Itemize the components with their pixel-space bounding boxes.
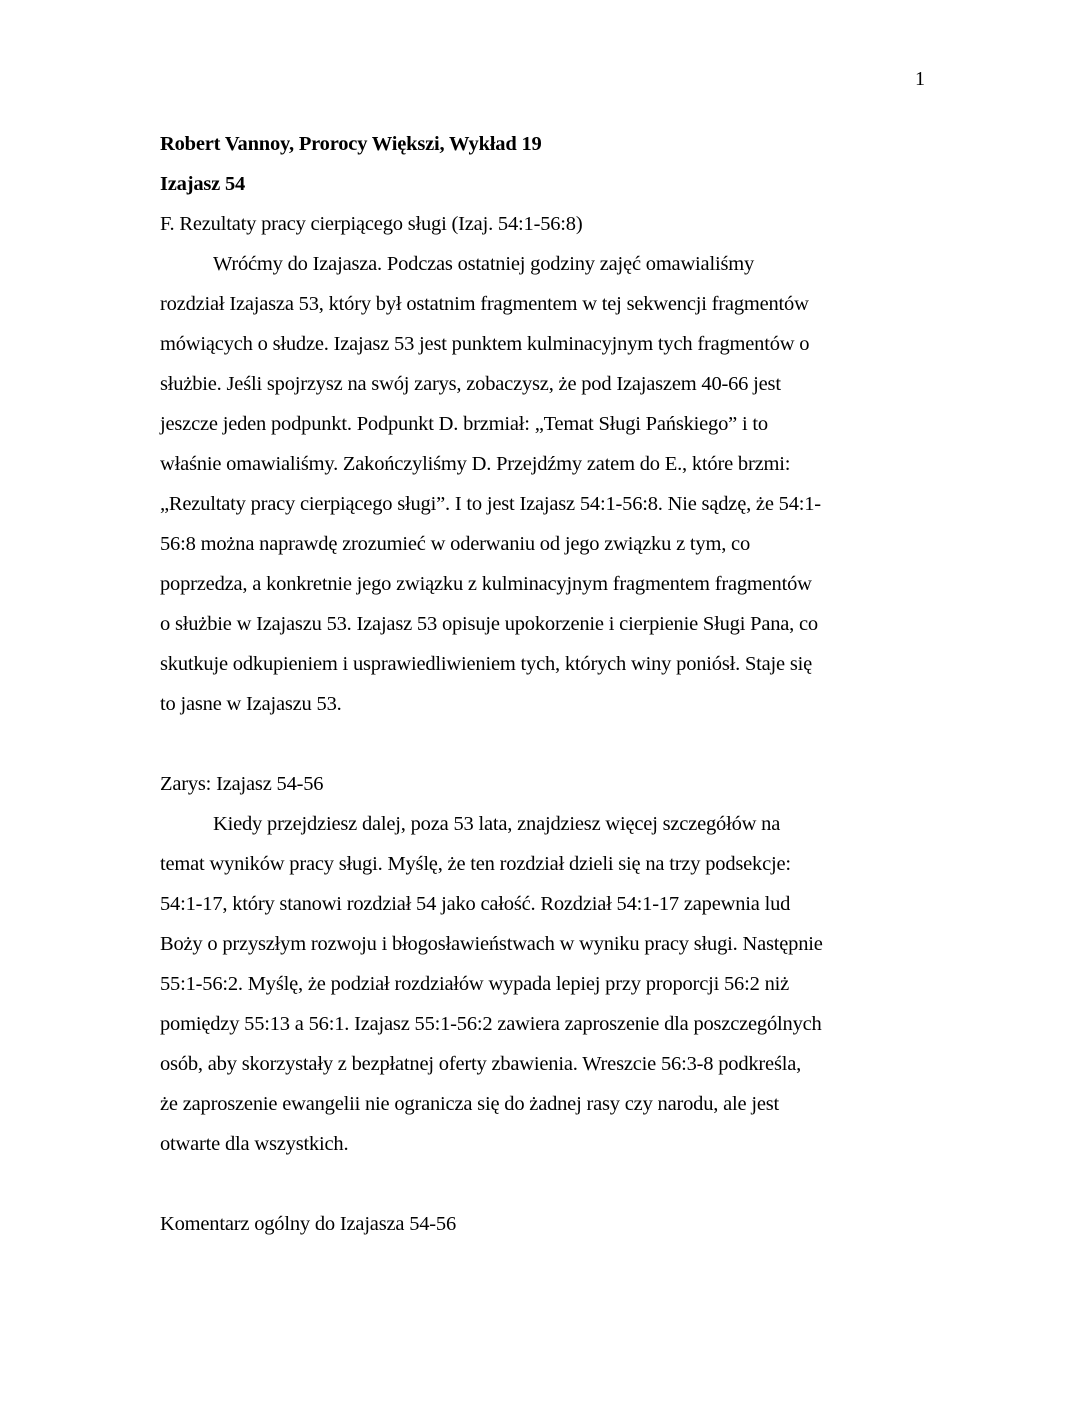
paragraph-line: skutkuje odkupieniem i usprawiedliwieniem tych, których winy poniósł. Staje się	[160, 653, 813, 675]
paragraph-line: 56:8 można naprawdę zrozumieć w oderwaniu od jego związku z tym, co	[160, 533, 750, 555]
commentary-heading: Komentarz ogólny do Izajasza 54-56	[160, 1213, 457, 1235]
section-heading: F. Rezultaty pracy cierpiącego sługi (Izaj. 54:1-56:8)	[160, 213, 583, 235]
paragraph-line: temat wyników pracy sługi. Myślę, że ten rozdział dzieli się na trzy podsekcje:	[160, 853, 791, 875]
document-header	[160, 124, 940, 244]
paragraph-line: pomiędzy 55:13 a 56:1. Izajasz 55:1-56:2 zawiera zaproszenie dla poszczególnych	[160, 1013, 822, 1035]
paragraph-line: Boży o przyszłym rozwoju i błogosławieństwach w wyniku pracy sługi. Następnie	[160, 933, 823, 955]
paragraph-line: poprzedza, a konkretnie jego związku z kulminacyjnym fragmentem fragmentów	[160, 573, 812, 595]
paragraph-line: osób, aby skorzystały z bezpłatnej oferty zbawienia. Wreszcie 56:3-8 podkreśla,	[160, 1053, 802, 1075]
document-title: Robert Vannoy, Prorocy Większi, Wykład 19	[160, 133, 542, 155]
outline-section	[160, 764, 940, 1164]
paragraph-line: otwarte dla wszystkich.	[160, 1133, 349, 1155]
paragraph-line: rozdział Izajasza 53, który był ostatnim fragmentem w tej sekwencji fragmentów	[160, 293, 809, 315]
commentary-section	[160, 1204, 940, 1244]
outline-heading: Zarys: Izajasz 54-56	[160, 773, 324, 795]
paragraph-line: to jasne w Izajaszu 53.	[160, 693, 342, 715]
paragraph-line: o służbie w Izajaszu 53. Izajasz 53 opisuje upokorzenie i cierpienie Sługi Pana, co	[160, 613, 818, 635]
page-number: 1	[915, 68, 925, 90]
paragraph-line: 54:1-17, który stanowi rozdział 54 jako całość. Rozdział 54:1-17 zapewnia lud	[160, 893, 791, 915]
paragraph-line: służbie. Jeśli spojrzysz na swój zarys, zobaczysz, że pod Izajaszem 40-66 jest	[160, 373, 781, 395]
paragraph-line: właśnie omawialiśmy. Zakończyliśmy D. Przejdźmy zatem do E., które brzmi:	[160, 453, 791, 475]
paragraph-line: Wróćmy do Izajasza. Podczas ostatniej godziny zajęć omawialiśmy	[213, 253, 755, 275]
paragraph-line: „Rezultaty pracy cierpiącego sługi”. I to jest Izajasz 54:1-56:8. Nie sądzę, że 54:1-	[160, 493, 821, 515]
paragraph-line: mówiących o słudze. Izajasz 53 jest punktem kulminacyjnym tych fragmentów o	[160, 333, 810, 355]
document-subtitle: Izajasz 54	[160, 173, 246, 195]
paragraph-line: 55:1-56:2. Myślę, że podział rozdziałów wypada lepiej przy proporcji 56:2 niż	[160, 973, 790, 995]
paragraph-line: Kiedy przejdziesz dalej, poza 53 lata, znajdziesz więcej szczegółów na	[213, 813, 781, 835]
paragraph-line: że zaproszenie ewangelii nie ogranicza się do żadnej rasy czy narodu, ale jest	[160, 1093, 780, 1115]
paragraph-1	[160, 244, 940, 724]
paragraph-line: jeszcze jeden podpunkt. Podpunkt D. brzmiał: „Temat Sługi Pańskiego” i to	[160, 413, 768, 435]
